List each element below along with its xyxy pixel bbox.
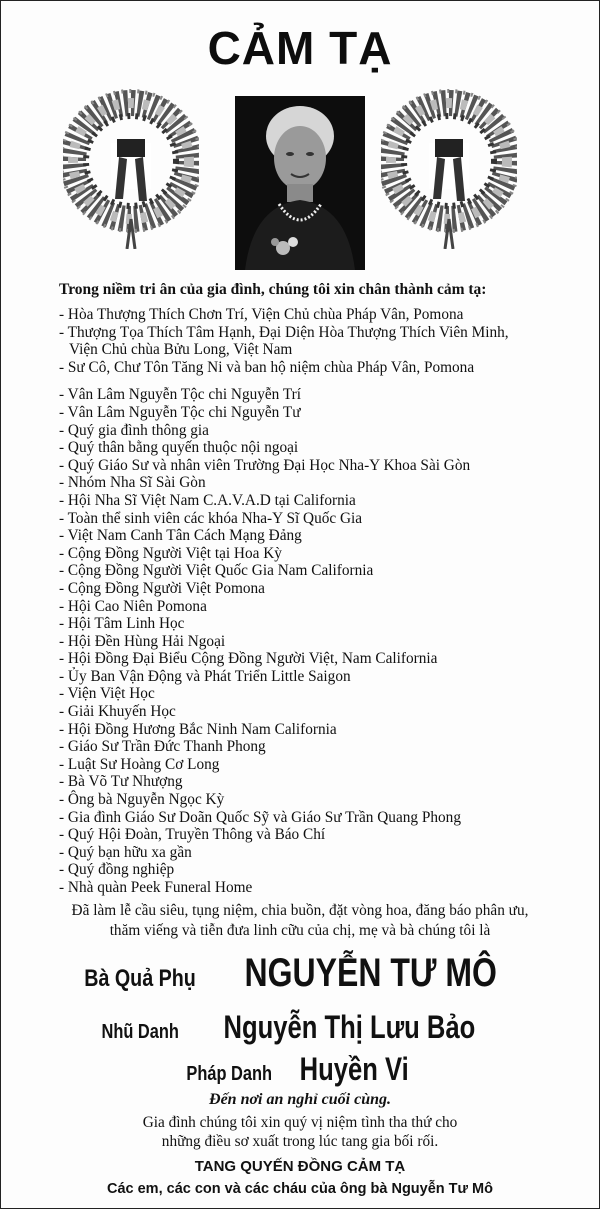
list-item: - Ông bà Nguyễn Ngọc Kỳ — [59, 791, 225, 809]
list-item: - Cộng Đồng Người Việt Pomona — [59, 579, 265, 597]
list-item: - Quý Hội Đoàn, Truyền Thông và Báo Chí — [59, 826, 326, 844]
list-item: - Giáo Sư Trần Đức Thanh Phong — [59, 738, 266, 756]
list-item: - Hội Nha Sĩ Việt Nam C.A.V.A.D tại California — [59, 491, 356, 509]
list-item: - Hội Đền Hùng Hải Ngoại — [59, 632, 226, 650]
mourning-family-heading: TANG QUYẾN ĐỒNG CẢM TẠ — [194, 1158, 406, 1175]
list-item: - Cộng Đồng Người Việt tại Hoa Kỳ — [59, 544, 282, 562]
list-item: - Quý đồng nghiệp — [59, 861, 175, 879]
closing-line-1: Đã làm lễ cầu siêu, tụng niệm, chia buồn, đặt vòng hoa, đăng báo phân ưu, — [71, 902, 529, 919]
dharma-name: Huyền Vi — [299, 1051, 409, 1087]
flower-wreath-icon — [381, 89, 517, 249]
list-item: - Việt Nam Canh Tân Cách Mạng Đảng — [59, 527, 302, 545]
flower-wreath-icon — [63, 89, 199, 249]
list-item: - Giải Khuyến Học — [59, 703, 176, 721]
dharma-prefix: Pháp Danh — [186, 1063, 273, 1085]
list-item: - Hội Cao Niên Pomona — [59, 597, 207, 615]
family-line-1: Gia đình chúng tôi xin quý vị niệm tình tha thứ cho — [142, 1114, 458, 1131]
list-item: - Gia đình Giáo Sư Doãn Quốc Sỹ và Giáo Sư Trần Quang Phong — [59, 808, 461, 826]
list-item: - Quý Giáo Sư và nhân viên Trường Đại Học Nha-Y Khoa Sài Gòn — [59, 456, 471, 474]
list-item: - Nhà quàn Peek Funeral Home — [59, 879, 253, 896]
list-item: - Sư Cô, Chư Tôn Tăng Ni và ban hộ niệm chùa Pháp Vân, Pomona — [59, 358, 475, 376]
list-item: - Thượng Tọa Thích Tâm Hạnh, Đại Diện Hòa Thượng Thích Viên Minh, — [59, 323, 509, 341]
maiden-name: Nguyễn Thị Lưu Bảo — [223, 1009, 476, 1045]
family-line-2: những điều sơ xuất trong lúc tang gia bối rối. — [161, 1133, 439, 1150]
family-apology — [1, 1113, 599, 1151]
list-item: - Hòa Thượng Thích Chơn Trí, Viện Chủ chùa Pháp Vân, Pomona — [59, 306, 464, 323]
deceased-name-line — [1, 951, 599, 996]
list-item: - Toàn thể sinh viên các khóa Nha-Y Sĩ Quốc Gia — [59, 509, 363, 527]
portrait-photo — [235, 96, 365, 270]
list-item: - Quý bạn hữu xa gần — [59, 843, 192, 861]
list-item: - Quý thân bằng quyến thuộc nội ngoại — [59, 439, 299, 457]
maiden-name-line — [1, 1009, 599, 1046]
dharma-name-line — [1, 1051, 599, 1088]
thanks-list — [59, 306, 589, 897]
deceased-name: NGUYỄN TƯ MÔ — [244, 951, 497, 995]
intro-text: Trong niềm tri ân của gia đình, chúng tôi xin chân thành cảm tạ: — [59, 281, 487, 298]
list-item: - Hội Tâm Linh Học — [59, 615, 185, 633]
list-item: - Cộng Đồng Người Việt Quốc Gia Nam California — [59, 562, 374, 580]
closing-line-2: thăm viếng và tiễn đưa linh cữu của chị, mẹ và bà chúng tôi là — [109, 922, 491, 939]
list-item: - Bà Võ Tư Nhượng — [59, 773, 183, 791]
name-prefix: Bà Quả Phụ — [84, 965, 196, 992]
signature-line: Các em, các con và các cháu của ông bà Nguyễn Tư Mô — [106, 1181, 493, 1197]
maiden-prefix: Nhũ Danh — [101, 1021, 180, 1043]
list-item: - Quý gia đình thông gia — [59, 421, 209, 439]
list-item: - Hội Đồng Đại Biểu Cộng Đồng Người Việt, Nam California — [59, 650, 438, 668]
rest-text: Đến nơi an nghỉ cuối cùng. — [209, 1091, 391, 1108]
list-item: - Vân Lâm Nguyễn Tộc chi Nguyễn Trí — [59, 386, 302, 404]
list-item: Viện Chủ chùa Bửu Long, Việt Nam — [69, 341, 293, 359]
list-item: - Vân Lâm Nguyễn Tộc chi Nguyễn Tư — [59, 403, 301, 421]
list-item: - Hội Đồng Hương Bắc Ninh Nam California — [59, 720, 337, 738]
closing-text — [1, 901, 599, 941]
list-item: - Ủy Ban Vận Động và Phát Triển Little Saigon — [59, 667, 351, 685]
notice-title: CẢM TẠ — [207, 22, 393, 74]
list-item: - Viện Việt Học — [59, 685, 155, 703]
list-item: - Luật Sư Hoàng Cơ Long — [59, 755, 220, 773]
list-item: - Nhóm Nha Sĩ Sài Gòn — [59, 474, 206, 492]
